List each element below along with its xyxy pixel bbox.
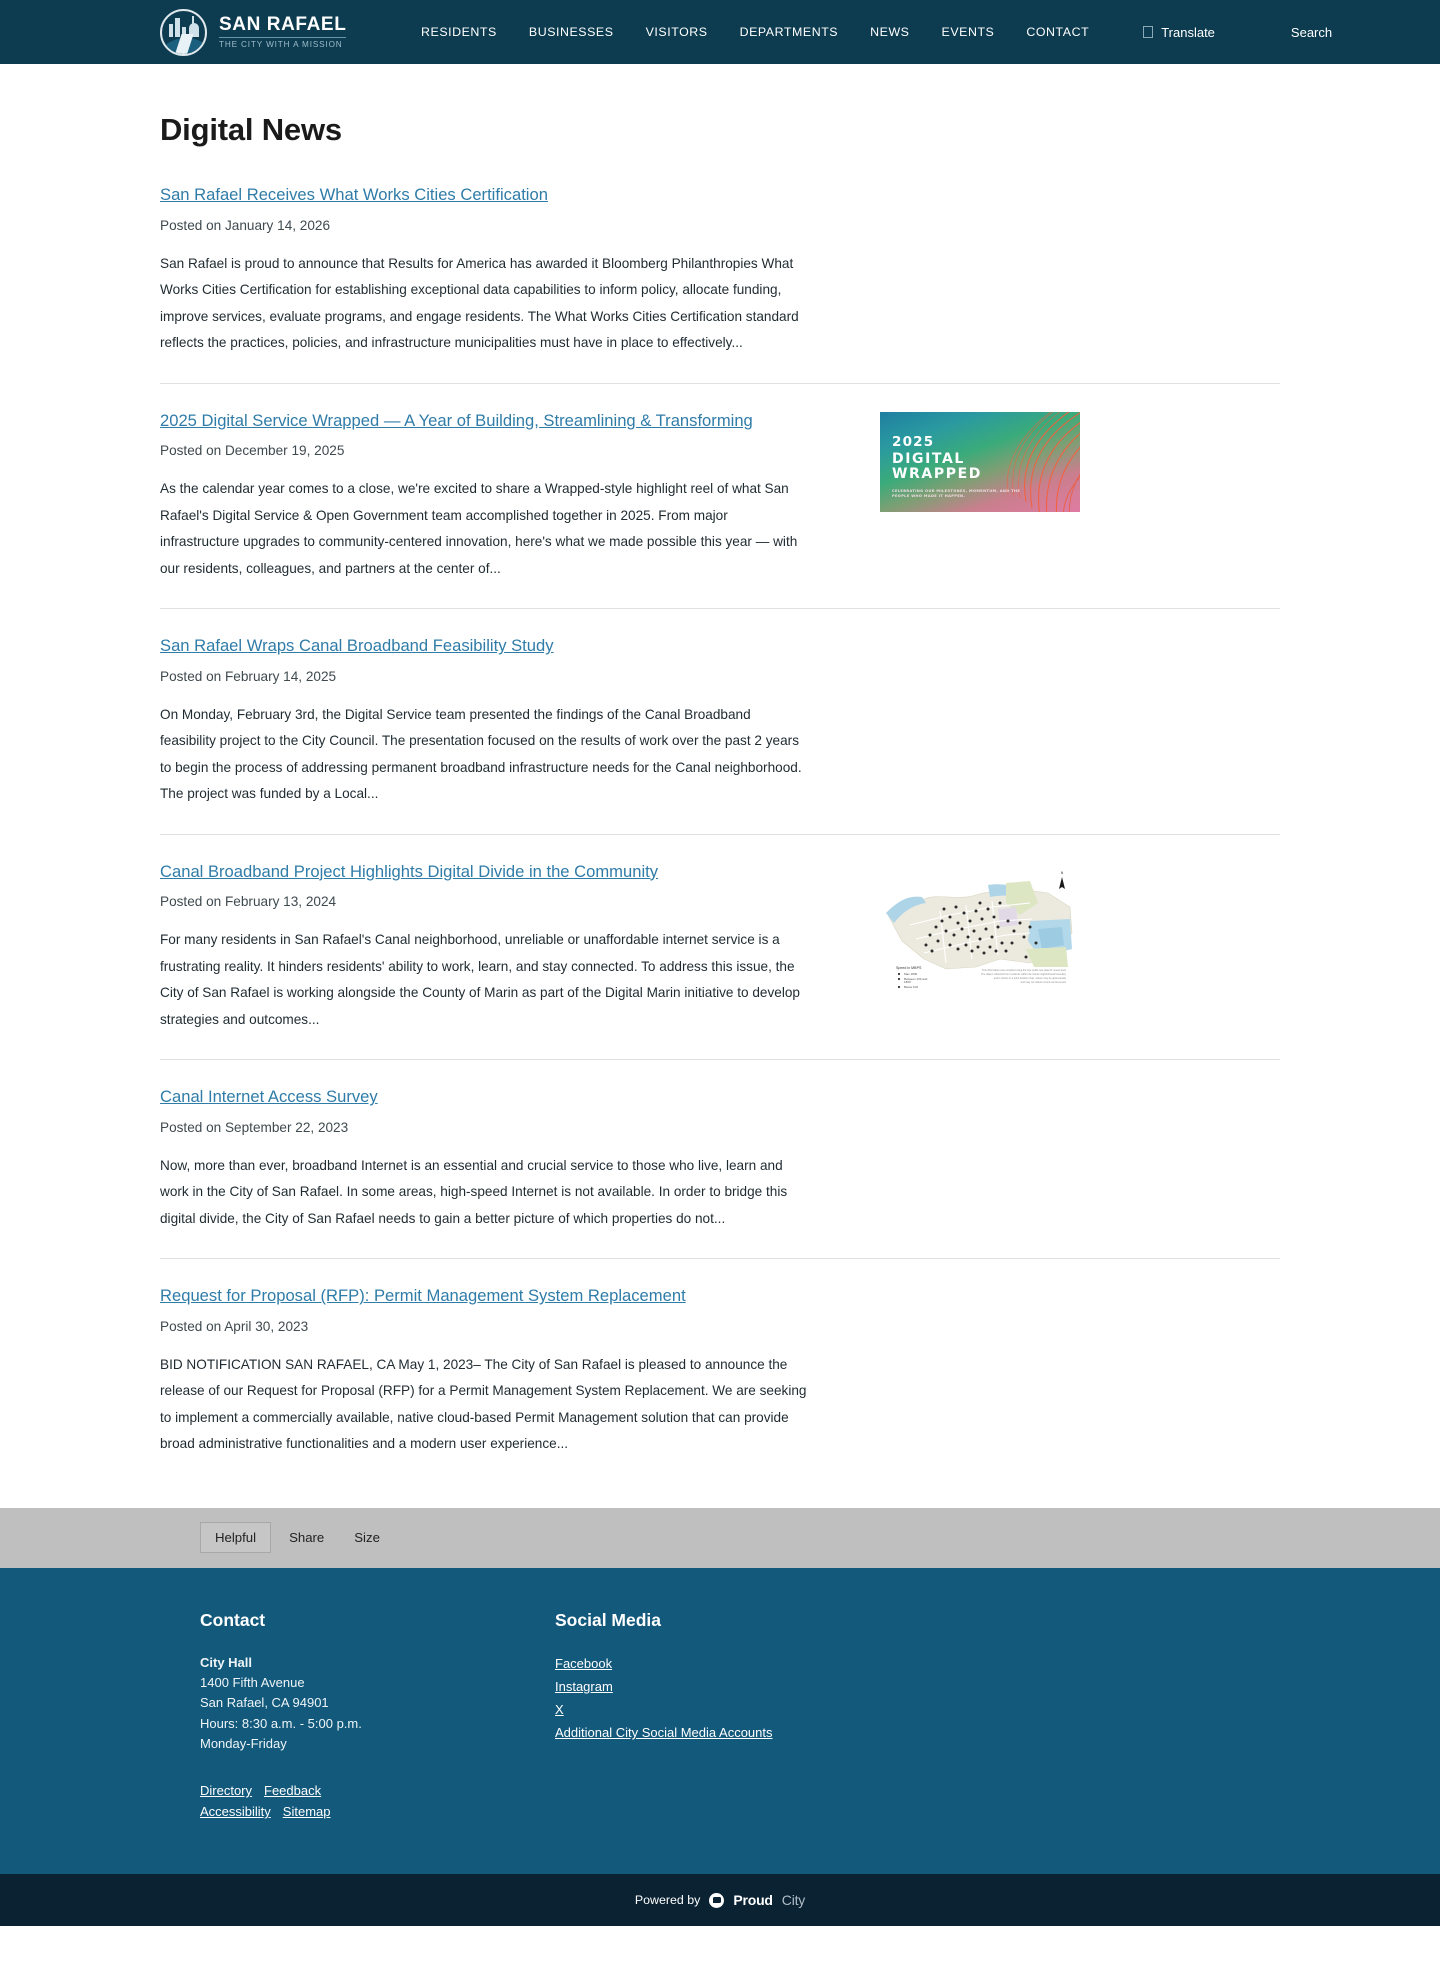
social-link-facebook[interactable]: Facebook bbox=[555, 1655, 613, 1671]
article-excerpt: For many residents in San Rafael's Canal neighborhood, unreliable or unaffordable internet service is a frustrating reality. It hinders residents' ability to work, learn, and stay connected. To address this issue, the City of San Rafael is working alongside the County of Marin as part of the Digital Marin initiative to develop strategies and outcomes... bbox=[160, 932, 800, 1027]
contact-days: Monday-Friday bbox=[200, 1735, 287, 1751]
social-link-additional[interactable]: Additional City Social Media Accounts bbox=[555, 1725, 773, 1741]
site-footer bbox=[0, 1568, 1440, 1874]
page-feedback-bar bbox=[0, 1508, 1440, 1568]
footer-utility-links bbox=[200, 1780, 390, 1822]
article-excerpt: Now, more than ever, broadband Internet is an essential and crucial service to those who live, learn and work in the City of San Rafael. In some areas, high-speed Internet is not available. In order to bridge this digital divide, the City of San Rafael needs to gain a better picture of which properties do not... bbox=[160, 1157, 788, 1226]
footer-link-directory[interactable]: Directory bbox=[200, 1783, 253, 1799]
article-excerpt: As the calendar year comes to a close, we're excited to share a Wrapped-style highlight reel of what San Rafael's Digital Service & Open Government team accomplished together in 2025. From major infrastructure upgrades to community-centered innovation, here's what we made possible this year — with our residents, colleagues, and partners at the center of... bbox=[160, 481, 798, 576]
article-title-link[interactable]: San Rafael Wraps Canal Broadband Feasibility Study bbox=[160, 636, 554, 656]
svg-text:Below 100: Below 100 bbox=[904, 984, 919, 989]
news-article-list bbox=[160, 162, 1280, 1484]
footer-contact-heading: Contact bbox=[200, 1609, 266, 1630]
nav-item-events[interactable]: EVENTS bbox=[941, 25, 995, 39]
svg-text:and is shown in a point locati: and is shown in a point location map, values may be approximate bbox=[993, 976, 1066, 980]
digital-wrapped-banner-image bbox=[880, 412, 1080, 512]
footer-social-links bbox=[555, 1653, 975, 1745]
svg-text:N: N bbox=[1060, 870, 1064, 875]
article-thumbnail[interactable] bbox=[880, 412, 1080, 512]
news-article bbox=[160, 609, 1280, 835]
article-title-link[interactable]: Canal Broadband Project Highlights Digital Divide in the Community bbox=[160, 861, 659, 881]
site-logo[interactable] bbox=[160, 9, 360, 56]
brand-name: SAN RAFAEL bbox=[219, 15, 346, 38]
main-content bbox=[0, 64, 1440, 1484]
page-bottom-spacer bbox=[0, 1926, 1440, 1988]
news-article bbox=[160, 384, 1280, 610]
contact-address-line2: San Rafael, CA 94901 bbox=[200, 1695, 329, 1711]
canal-neighborhood-speed-map-image bbox=[880, 863, 1080, 993]
banner-subtitle: CELEBRATING OUR MILESTONES, MOMENTUM, AND THE PEOPLE WHO MADE IT HAPPEN. bbox=[892, 488, 1021, 498]
article-date: Posted on February 14, 2025 bbox=[160, 668, 337, 684]
footer-contact-column bbox=[200, 1610, 555, 1822]
banner-year: 2025 bbox=[892, 433, 935, 450]
social-link-instagram[interactable]: Instagram bbox=[555, 1678, 613, 1694]
nav-item-visitors[interactable]: VISITORS bbox=[645, 25, 708, 39]
globe-icon bbox=[1143, 26, 1153, 38]
article-title-link[interactable]: Request for Proposal (RFP): Permit Management System Replacement bbox=[160, 1286, 686, 1306]
contact-org-name: City Hall bbox=[200, 1654, 253, 1670]
article-date: Posted on April 30, 2023 bbox=[160, 1318, 309, 1334]
nav-item-departments[interactable]: DEPARTMENTS bbox=[739, 25, 839, 39]
article-excerpt: San Rafael is proud to announce that Results for America has awarded it Bloomberg Philanthropies What Works Cities Certification for establishing exceptional data capabilities to inform policy, allocate funding, improve services, evaluate programs, and engage residents. The What Works Cities Certification standard reflects the practices, policies, and infrastructure municipalities must have in place to effectively... bbox=[160, 255, 799, 351]
footer-social-heading: Social Media bbox=[555, 1609, 662, 1630]
powered-by-bar bbox=[0, 1874, 1440, 1926]
proudcity-logo-icon bbox=[709, 1893, 724, 1908]
article-title-link[interactable]: Canal Internet Access Survey bbox=[160, 1087, 378, 1107]
footer-social-column bbox=[555, 1610, 975, 1822]
size-button[interactable]: Size bbox=[354, 1530, 380, 1546]
nav-item-news[interactable]: NEWS bbox=[870, 25, 910, 39]
news-article bbox=[160, 184, 1280, 384]
news-article bbox=[160, 1060, 1280, 1259]
powered-by-label: Powered by bbox=[634, 1893, 701, 1908]
translate-button[interactable] bbox=[1129, 25, 1229, 40]
header-utilities bbox=[1129, 25, 1346, 40]
social-link-x[interactable]: X bbox=[555, 1701, 564, 1717]
article-title-link[interactable]: 2025 Digital Service Wrapped — A Year of Building, Streamlining & Transforming bbox=[160, 410, 753, 430]
svg-text:Max 1800: Max 1800 bbox=[904, 971, 918, 976]
translate-label: Translate bbox=[1161, 24, 1215, 40]
article-date: Posted on January 14, 2026 bbox=[160, 217, 331, 233]
svg-text:This information was compiled: This information was compiled using the free public test data for speed tests bbox=[981, 968, 1066, 972]
article-title-link[interactable]: San Rafael Receives What Works Cities Certification bbox=[160, 185, 548, 204]
svg-text:Speed in MBPS: Speed in MBPS bbox=[896, 965, 922, 970]
svg-text:Between 100 and: Between 100 and bbox=[904, 976, 928, 981]
nav-item-residents[interactable]: RESIDENTS bbox=[421, 25, 497, 39]
article-date: Posted on December 19, 2025 bbox=[160, 443, 345, 459]
svg-text:The data is collected from res: The data is collected from residents within the Canal neighborhood boundary bbox=[980, 972, 1066, 976]
search-button[interactable]: Search bbox=[1290, 24, 1333, 40]
proudcity-name-light: City bbox=[781, 1892, 806, 1909]
article-excerpt: On Monday, February 3rd, the Digital Service team presented the findings of the Canal Broadband feasibility project to the City Council. The presentation focused on the results of work over the past 2 years to begin the process of addressing permanent broadband infrastructure needs for the Canal neighborhood. The project was funded by a Local... bbox=[160, 706, 802, 802]
news-article bbox=[160, 1259, 1280, 1484]
article-date: Posted on September 22, 2023 bbox=[160, 1119, 349, 1135]
svg-text:and may not reflect current se: and may not reflect current service levels bbox=[1020, 980, 1066, 984]
svg-text:1800: 1800 bbox=[904, 979, 911, 984]
share-button[interactable]: Share bbox=[289, 1530, 325, 1546]
city-seal-icon bbox=[160, 9, 207, 56]
news-article bbox=[160, 835, 1280, 1061]
nav-item-businesses[interactable]: BUSINESSES bbox=[528, 25, 614, 39]
article-thumbnail[interactable] bbox=[880, 863, 1080, 993]
site-header bbox=[0, 0, 1440, 64]
main-navigation bbox=[405, 25, 1105, 39]
banner-headline: DIGITAL WRAPPED bbox=[892, 450, 982, 483]
contact-hours: Hours: 8:30 a.m. - 5:00 p.m. bbox=[200, 1715, 362, 1731]
article-excerpt: BID NOTIFICATION SAN RAFAEL, CA May 1, 2023– The City of San Rafael is pleased to announce the release of our Request for Proposal (RFP) for a Permit Management System Replacement. We are seeking to implement a commercially available, native cloud-based Permit Management solution that can provide broad administrative functionalities and a modern user experience... bbox=[160, 1356, 807, 1452]
brand-tagline: THE CITY WITH A MISSION bbox=[219, 39, 343, 49]
footer-link-accessibility[interactable]: Accessibility bbox=[200, 1804, 271, 1820]
footer-link-sitemap[interactable]: Sitemap bbox=[282, 1804, 331, 1820]
footer-link-feedback[interactable]: Feedback bbox=[264, 1783, 322, 1799]
helpful-button[interactable]: Helpful bbox=[200, 1522, 271, 1553]
article-date: Posted on February 13, 2024 bbox=[160, 894, 337, 910]
proudcity-name-bold: Proud bbox=[733, 1892, 773, 1909]
nav-item-contact[interactable]: CONTACT bbox=[1026, 25, 1090, 39]
page-title: Digital News bbox=[160, 112, 342, 147]
contact-address-line1: 1400 Fifth Avenue bbox=[200, 1675, 305, 1691]
